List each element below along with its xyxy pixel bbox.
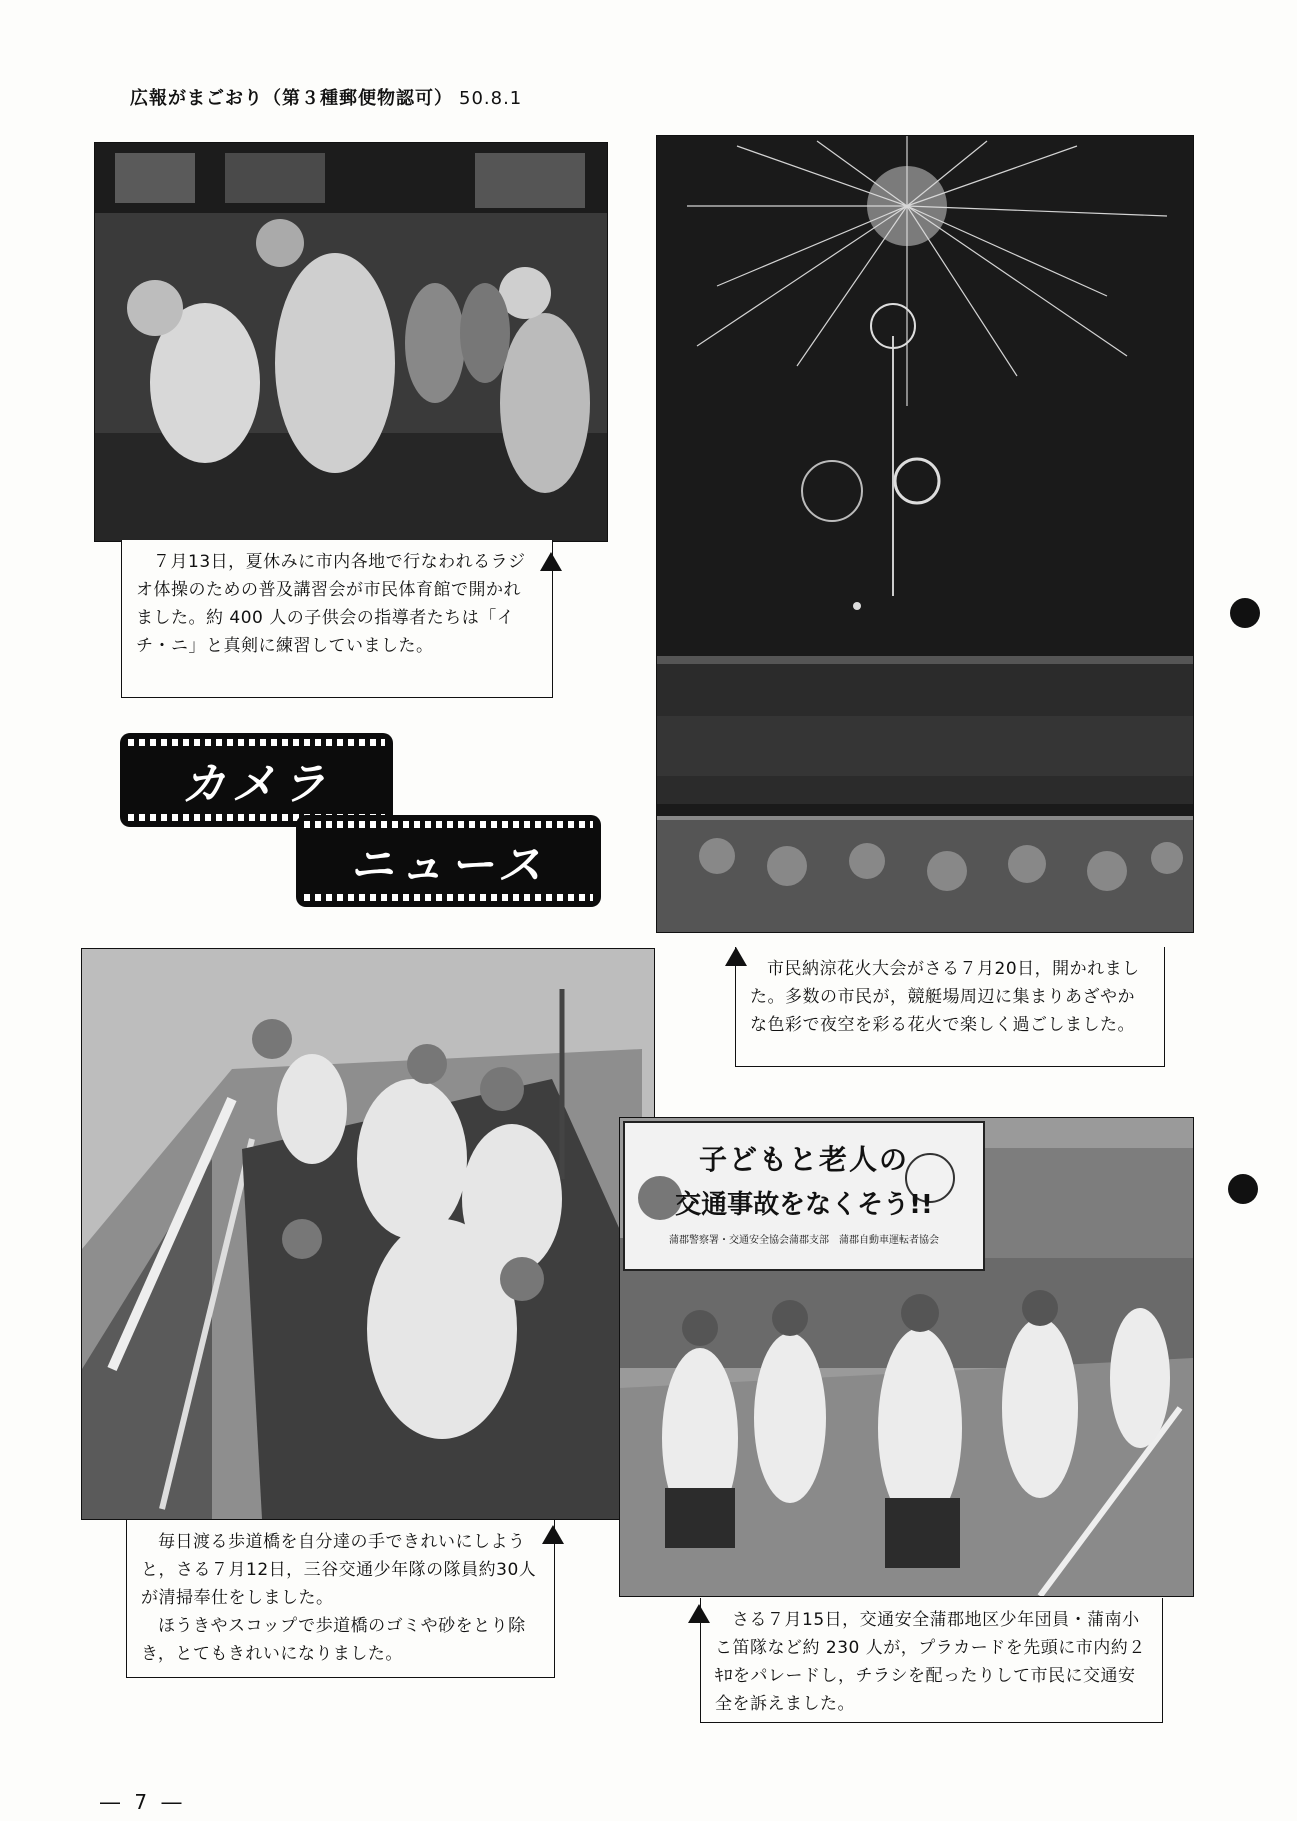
caption-safety-parade — [700, 1598, 1163, 1723]
issue-date: 50.8.1 — [459, 88, 523, 109]
page-number: ― 7 ― — [100, 1790, 186, 1814]
photo-safety-parade — [619, 1117, 1194, 1597]
pointer-triangle-up — [688, 1604, 710, 1623]
photo-footbridge-cleaning — [81, 948, 655, 1520]
film-perforations — [304, 821, 593, 828]
logo-camera-text: カメラ — [181, 759, 332, 810]
logo-camera-strip — [120, 733, 393, 827]
caption-footbridge — [126, 1520, 555, 1678]
parade-placard — [626, 1124, 982, 1268]
caption-fireworks — [735, 947, 1165, 1067]
publication-title: 広報がまごおり（第３種郵便物認可） — [130, 88, 453, 109]
placard-line2: 交通事故をなくそう!! — [675, 1190, 933, 1220]
photo-fireworks — [656, 135, 1194, 933]
caption-text: 市民納涼花火大会がさる７月20日，開かれました。多数の市民が，競艇場周辺に集まりあざやかな色彩で夜空を彩る花火で楽しく過ごしました。 — [750, 959, 1140, 1035]
photo-radio-exercise — [94, 142, 608, 542]
logo-news-strip — [296, 815, 601, 907]
page-header — [130, 84, 522, 110]
caption-radio-exercise — [121, 540, 553, 698]
pointer-triangle-up — [542, 1525, 564, 1544]
punch-hole-mark — [1230, 598, 1260, 628]
caption-text: ７月13日，夏休みに市内各地で行なわれるラジオ体操のための普及講習会が市民体育館で開かれました。約 400 人の子供会の指導者たちは「イチ・ニ」と真剣に練習していました。 — [136, 552, 526, 656]
film-perforations — [128, 739, 385, 746]
logo-news-text: ニュース — [349, 840, 548, 891]
placard-sponsor: 蒲郡警察署・交通安全協会蒲郡支部 蒲郡自動車運転者協会 — [669, 1235, 939, 1246]
punch-hole-mark — [1228, 1174, 1258, 1204]
pointer-triangle-up — [725, 947, 747, 966]
caption-text: ほうきやスコップで歩道橋のゴミや砂をとり除き，とてもきれいになりました。 — [141, 1616, 526, 1664]
caption-text: 毎日渡る歩道橋を自分達の手できれいにしようと，さる７月12日，三谷交通少年隊の隊員約30人が清掃奉仕をしました。 — [141, 1532, 537, 1608]
film-perforations — [304, 894, 593, 901]
placard-line1: 子どもと老人の — [698, 1143, 909, 1176]
caption-text: さる７月15日，交通安全蒲郡地区少年団員・蒲南小こ笛隊など約 230 人が，プラカードを先頭に市内約２ｷﾛをパレードし，チラシを配ったりして市民に交通安全を訴えました。 — [715, 1610, 1146, 1714]
pointer-triangle-up — [540, 552, 562, 571]
